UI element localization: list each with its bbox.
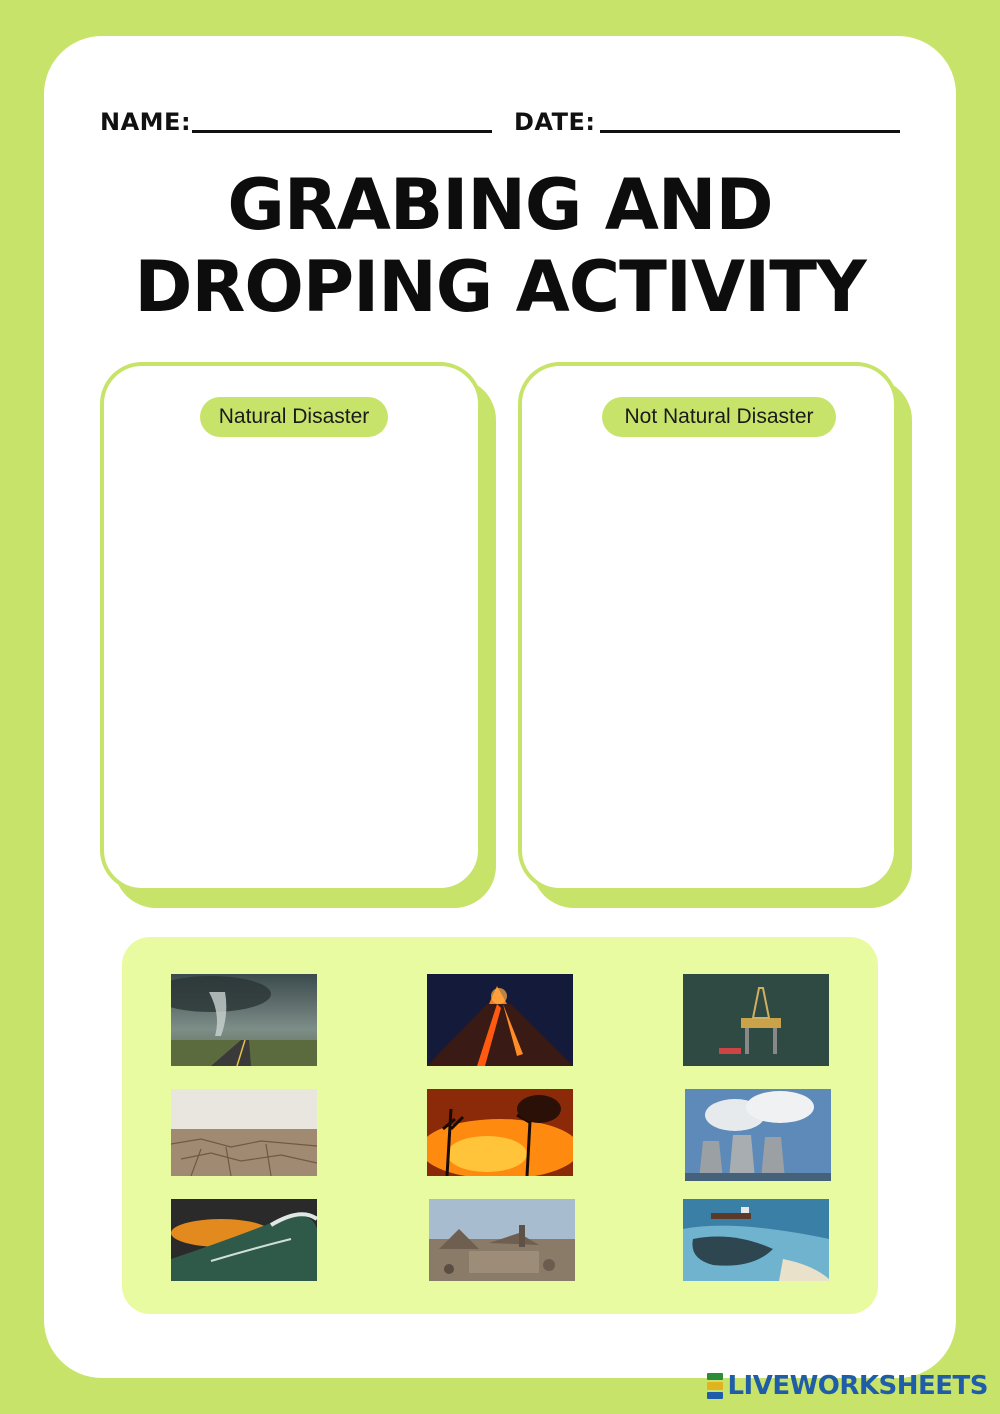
volcano-image[interactable] (427, 974, 573, 1066)
date-label: DATE: (514, 108, 596, 136)
power-plant-image[interactable] (685, 1089, 831, 1181)
oil-rig-image[interactable] (683, 974, 829, 1066)
drought-image[interactable] (171, 1089, 317, 1176)
natural-disaster-label: Natural Disaster (200, 397, 388, 437)
tornado-image[interactable] (171, 974, 317, 1066)
footer-brand (707, 1370, 988, 1402)
page-title-line-2: DROPING ACTIVITY (134, 246, 866, 328)
tsunami-image[interactable] (171, 1199, 317, 1281)
oil-spill-image[interactable] (683, 1199, 829, 1281)
page-title-line-1: GRABING AND (227, 164, 773, 246)
header-row (100, 108, 900, 142)
not-natural-disaster-label: Not Natural Disaster (602, 397, 836, 437)
wildfire-image[interactable] (427, 1089, 573, 1176)
name-label: NAME: (100, 108, 192, 136)
name-field[interactable] (192, 130, 492, 133)
natural-disaster-dropzone[interactable] (100, 362, 482, 892)
liveworksheets-logo-icon (707, 1373, 723, 1399)
not-natural-disaster-dropzone[interactable] (518, 362, 898, 892)
earthquake-ruins-image[interactable] (429, 1199, 575, 1281)
brand-name: LIVEWORKSHEETS (727, 1371, 988, 1401)
date-field[interactable] (600, 130, 900, 133)
